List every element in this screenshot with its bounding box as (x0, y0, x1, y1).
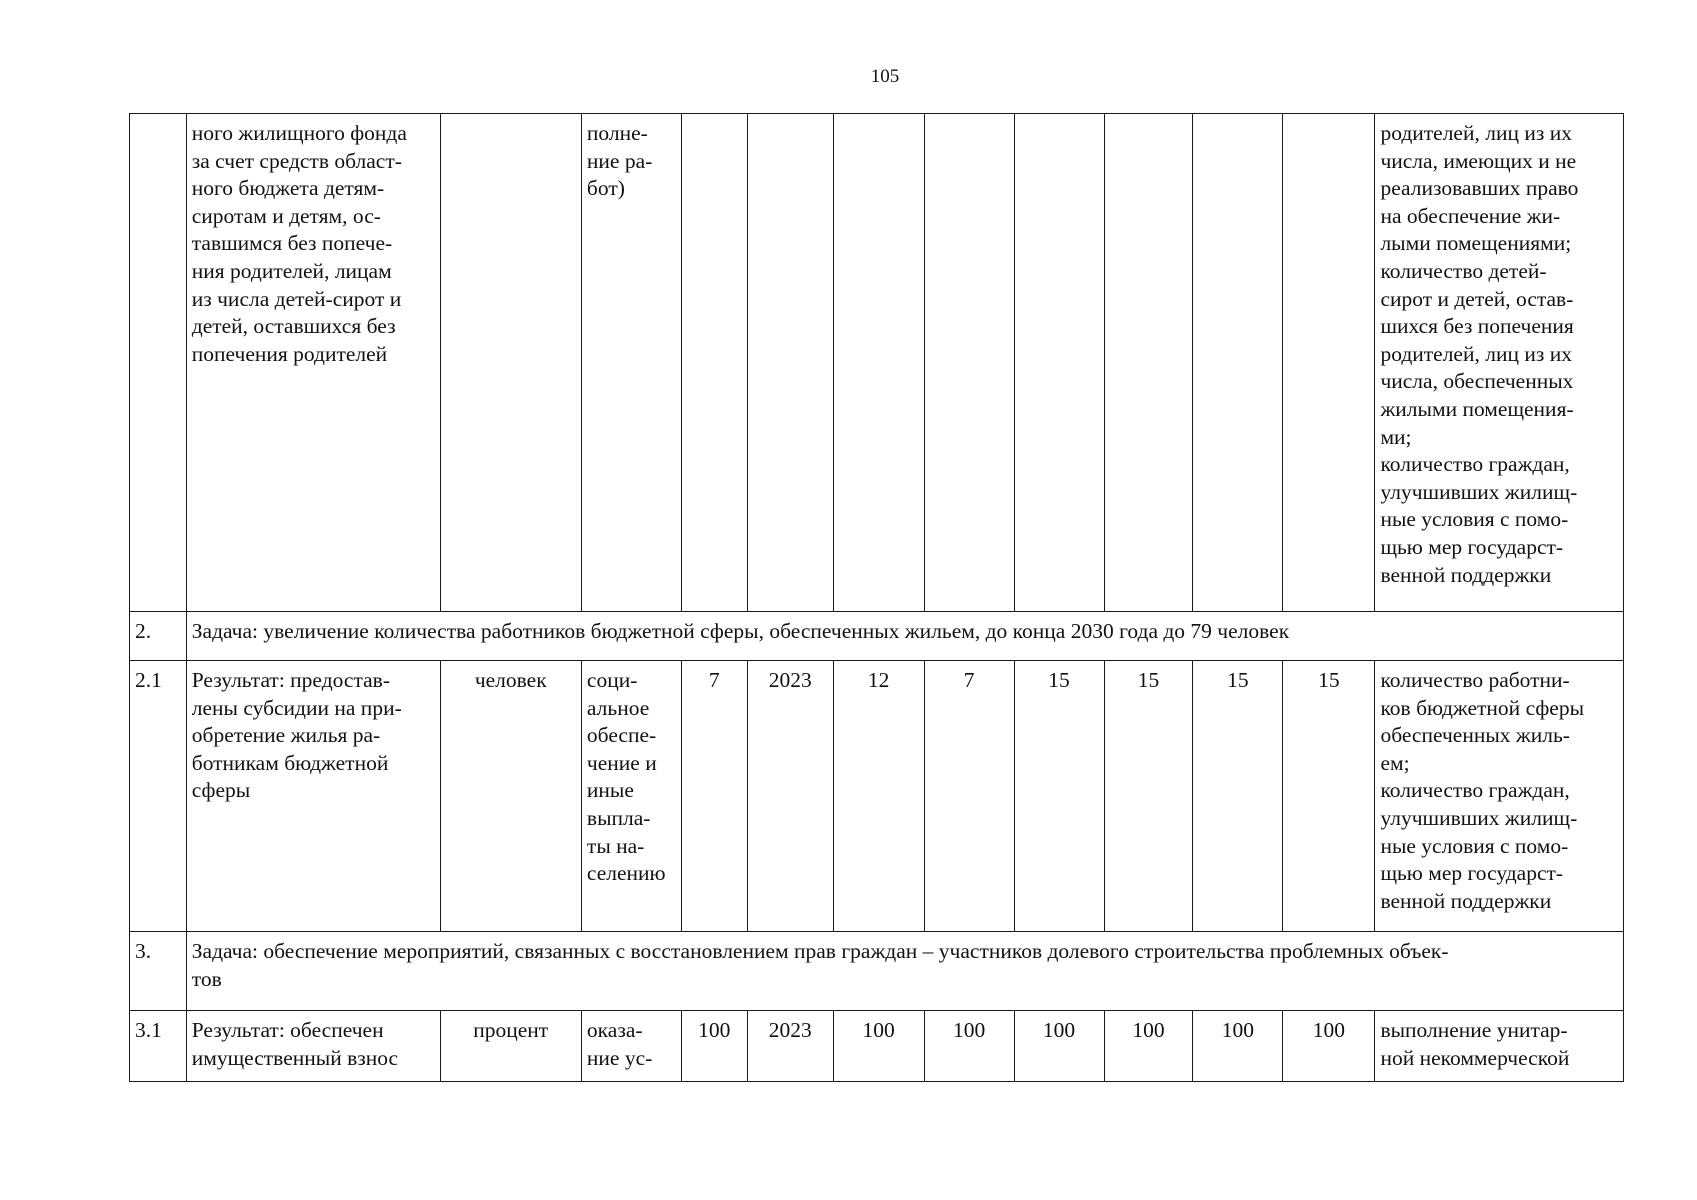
unit-cell: человек (440, 661, 581, 932)
base-value (681, 114, 747, 612)
row-number: 2. (130, 612, 187, 661)
value-cell: 100 (1104, 1011, 1193, 1082)
base-year: 2023 (747, 1011, 833, 1082)
value-cell: 12 (833, 661, 924, 932)
row-number: 3.1 (130, 1011, 187, 1082)
linked-indicators: количество работни- ков бюджетной сферы обеспеченных жиль- ем; количество граждан, улучшивших жилищ- ные условия с помо- щью мер государст- венной поддержки (1375, 661, 1624, 932)
value-cell: 100 (1193, 1011, 1283, 1082)
value-cell: 100 (1283, 1011, 1375, 1082)
value-cell (1104, 114, 1193, 612)
value-cell: 100 (1014, 1011, 1104, 1082)
value-cell: 15 (1014, 661, 1104, 932)
value-cell (924, 114, 1014, 612)
value-cell (833, 114, 924, 612)
base-year (747, 114, 833, 612)
table-row (130, 114, 1624, 612)
base-year: 2023 (747, 661, 833, 932)
task-text: Задача: обеспечение мероприятий, связанных с восстановлением прав граждан – участников долевого строительства проблемных объек- тов (186, 932, 1623, 1011)
task-text: Задача: увеличение количества работников бюджетной сферы, обеспеченных жильем, до конца 2030 года до 79 человек (186, 612, 1623, 661)
value-cell (1283, 114, 1375, 612)
result-type: полне- ние ра- бот) (581, 114, 681, 612)
linked-indicators: выполнение унитар- ной некоммерческой (1375, 1011, 1624, 1082)
value-cell (1014, 114, 1104, 612)
value-cell: 100 (924, 1011, 1014, 1082)
value-cell: 15 (1283, 661, 1375, 932)
results-table (129, 113, 1624, 1082)
value-cell: 7 (924, 661, 1014, 932)
result-type: оказа- ние ус- (581, 1011, 681, 1082)
unit-cell (440, 114, 581, 612)
value-cell: 100 (833, 1011, 924, 1082)
linked-indicators: родителей, лиц из их числа, имеющих и не реализовавших право на обеспечение жи- лыми помещениями; количество детей- сирот и детей, остав- шихся без попечения родителей, лиц из их числа, обеспеченных жилыми помещения- ми; количество граждан, улучшивших жилищ- ные условия с помо- щью мер государст- венной поддержки (1375, 114, 1624, 612)
value-cell: 15 (1104, 661, 1193, 932)
row-number: 2.1 (130, 661, 187, 932)
result-type: соци- альное обеспе- чение и иные выпла- ты на- селению (581, 661, 681, 932)
row-number (130, 114, 187, 612)
row-number: 3. (130, 932, 187, 1011)
value-cell (1193, 114, 1283, 612)
table-row (130, 1011, 1624, 1082)
result-name: ного жилищного фонда за счет средств област- ного бюджета детям- сиротам и детям, ос- тавшимся без попече- ния родителей, лицам из числа детей-сирот и детей, оставшихся без попечения родителей (186, 114, 440, 612)
value-cell: 15 (1193, 661, 1283, 932)
table-row (130, 661, 1624, 932)
unit-cell: процент (440, 1011, 581, 1082)
task-row (130, 932, 1624, 1011)
base-value: 100 (681, 1011, 747, 1082)
result-name: Результат: предостав- лены субсидии на при- обретение жилья ра- ботникам бюджетной сферы (186, 661, 440, 932)
task-row (130, 612, 1624, 661)
result-name: Результат: обеспечен имущественный взнос (186, 1011, 440, 1082)
page-number: 105 (870, 66, 900, 87)
base-value: 7 (681, 661, 747, 932)
